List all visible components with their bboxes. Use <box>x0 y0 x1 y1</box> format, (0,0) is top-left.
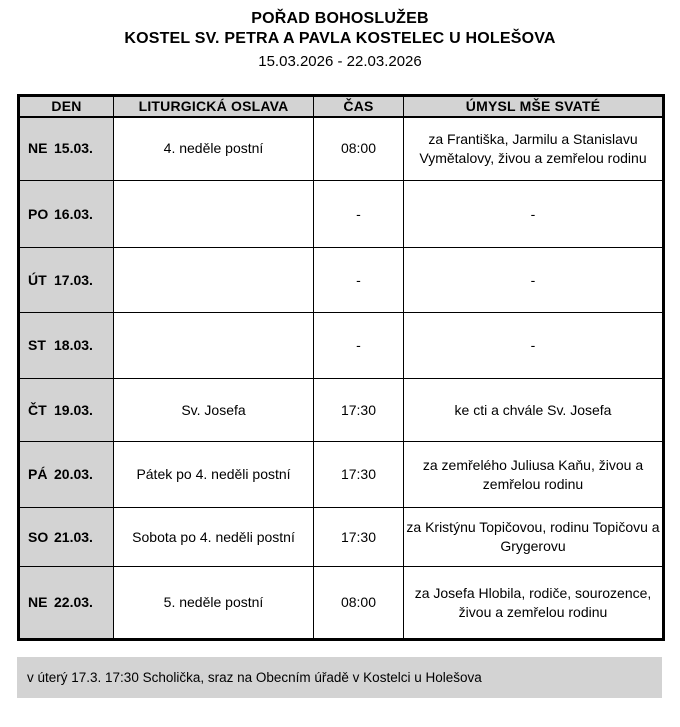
celebration-cell <box>114 313 314 379</box>
column-header-den: DEN <box>19 96 114 117</box>
table-row <box>19 248 664 313</box>
column-header-liturgicka: LITURGICKÁ OSLAVA <box>114 96 314 117</box>
day-date: 20.03. <box>54 466 93 482</box>
table-row <box>19 567 664 640</box>
day-abbreviation: ČT <box>28 401 47 418</box>
celebration-cell: Pátek po 4. neděli postní <box>114 442 314 508</box>
celebration-cell: Sobota po 4. neděli postní <box>114 508 314 567</box>
day-cell <box>19 181 114 248</box>
intention-cell: za Františka, Jarmilu a Stanislavu Vymětalovy, živou a zemřelou rodinu <box>404 117 664 181</box>
day-date: 17.03. <box>54 271 93 288</box>
day-abbreviation: PÁ <box>28 466 48 482</box>
day-abbreviation: ST <box>28 337 46 353</box>
time-cell: - <box>314 248 404 313</box>
time-cell: 08:00 <box>314 117 404 181</box>
table-row <box>19 181 664 248</box>
intention-cell: - <box>404 313 664 379</box>
time-cell: 17:30 <box>314 379 404 442</box>
day-abbreviation: NE <box>28 140 48 157</box>
intention-cell: za Josefa Hlobila, rodiče, sourozence, živou a zemřelou rodinu <box>404 567 664 640</box>
column-header-cas: ČAS <box>314 96 404 117</box>
time-cell: 17:30 <box>314 508 404 567</box>
intention-cell: za zemřelého Juliusa Kaňu, živou a zemřelou rodinu <box>404 442 664 508</box>
day-cell <box>19 379 114 442</box>
time-cell: 08:00 <box>314 567 404 640</box>
celebration-cell: 5. neděle postní <box>114 567 314 640</box>
day-cell <box>19 442 114 508</box>
day-date: 18.03. <box>54 337 93 353</box>
table-row <box>19 508 664 567</box>
document-header <box>0 0 680 72</box>
day-abbreviation: ÚT <box>28 271 47 288</box>
time-cell: - <box>314 181 404 248</box>
footer-note-text: v úterý 17.3. 17:30 Scholička, sraz na Obecním úřadě v Kostelci u Holešova <box>27 670 482 685</box>
day-cell <box>19 248 114 313</box>
column-header-umysl: ÚMYSL MŠE SVATÉ <box>404 96 664 117</box>
schedule-table <box>17 94 665 641</box>
intention-cell: - <box>404 248 664 313</box>
day-cell <box>19 508 114 567</box>
celebration-cell: Sv. Josefa <box>114 379 314 442</box>
table-row <box>19 379 664 442</box>
celebration-cell <box>114 248 314 313</box>
table-row <box>19 442 664 508</box>
page-title: POŘAD BOHOSLUŽEB <box>251 10 429 27</box>
day-abbreviation: NE <box>28 594 48 610</box>
intention-cell: - <box>404 181 664 248</box>
time-cell: - <box>314 313 404 379</box>
day-date: 15.03. <box>54 140 93 157</box>
day-cell <box>19 567 114 640</box>
day-date: 19.03. <box>54 401 93 418</box>
footer-note-bar <box>17 657 662 698</box>
day-abbreviation: PO <box>28 205 49 222</box>
table-header-row <box>19 96 664 117</box>
celebration-cell <box>114 181 314 248</box>
celebration-cell: 4. neděle postní <box>114 117 314 181</box>
date-range: 15.03.2026 - 22.03.2026 <box>258 53 422 70</box>
church-title: KOSTEL SV. PETRA A PAVLA KOSTELEC U HOLEŠOVA <box>124 30 556 47</box>
day-cell <box>19 117 114 181</box>
day-abbreviation: SO <box>28 528 49 545</box>
table-row <box>19 313 664 379</box>
intention-cell: za Kristýnu Topičovou, rodinu Topičovu a Grygerovu <box>404 508 664 567</box>
day-date: 21.03. <box>54 528 93 545</box>
day-date: 16.03. <box>54 205 93 222</box>
day-cell <box>19 313 114 379</box>
table-row <box>19 117 664 181</box>
intention-cell: ke cti a chvále Sv. Josefa <box>404 379 664 442</box>
time-cell: 17:30 <box>314 442 404 508</box>
day-date: 22.03. <box>54 594 93 610</box>
